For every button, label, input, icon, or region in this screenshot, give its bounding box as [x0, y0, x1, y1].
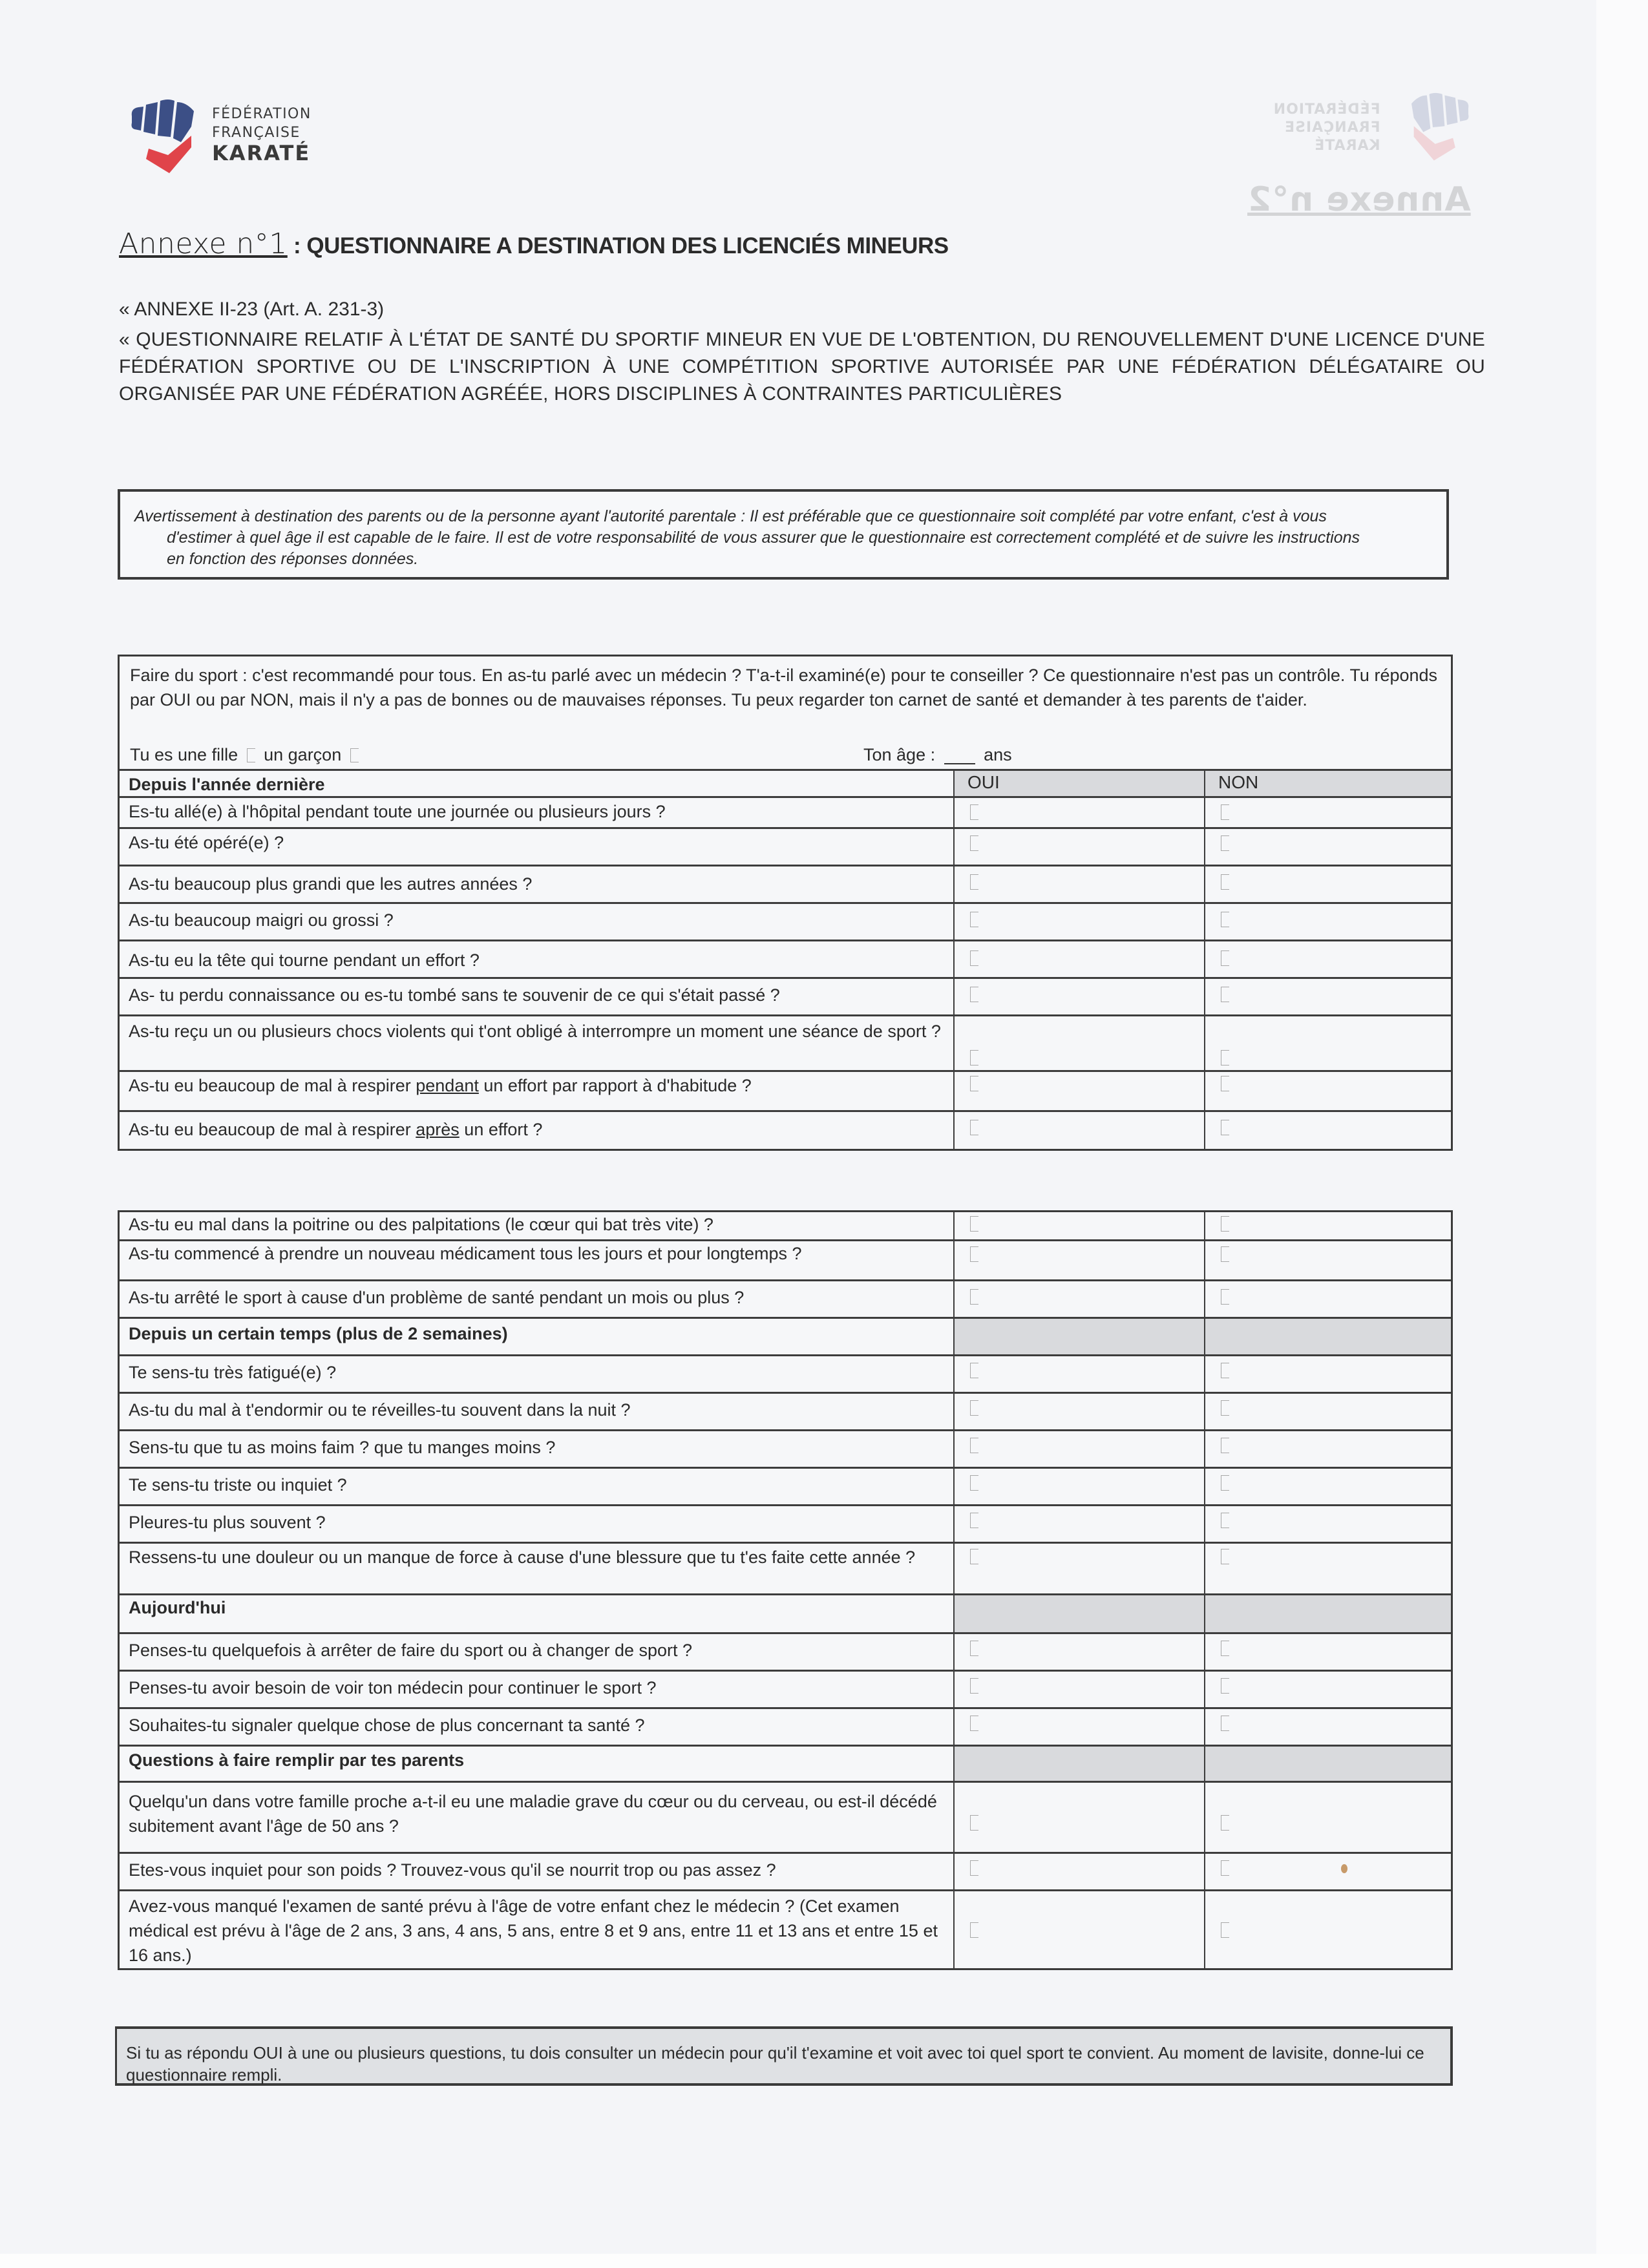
non-checkbox[interactable] [1221, 1246, 1229, 1262]
ghost-line-2: FRANÇAISE [1284, 119, 1380, 136]
section-header-row [120, 1593, 1451, 1632]
question-row [120, 1354, 1451, 1392]
warning-line-3: en fonction des réponses données. [167, 550, 419, 568]
oui-checkbox[interactable] [970, 804, 978, 820]
question-text: As-tu reçu un ou plusieurs chocs violents qui t'ont obligé à interrompre un moment une séance de sport ? [129, 1022, 941, 1041]
question-text: As-tu eu mal dans la poitrine ou des palpitations (le cœur qui bat très vite) ? [129, 1215, 713, 1234]
question-text: Es-tu allé(e) à l'hôpital pendant toute une journée ou plusieurs jours ? [129, 802, 666, 821]
question-row [120, 1632, 1451, 1670]
question-row [120, 1279, 1451, 1317]
title-separator: : [287, 233, 307, 258]
oui-checkbox[interactable] [970, 1289, 978, 1305]
question-text: As-tu eu beaucoup de mal à respirer après un effort ? [129, 1120, 543, 1139]
bleed-through-watermark [1247, 90, 1471, 219]
section-header: Depuis un certain temps (plus de 2 semaines) [129, 1324, 508, 1343]
logo-line-2: FRANÇAISE [212, 125, 301, 141]
oui-checkbox[interactable] [970, 1513, 978, 1528]
non-checkbox[interactable] [1221, 1120, 1229, 1135]
question-text: Te sens-tu très fatigué(e) ? [129, 1363, 337, 1382]
oui-checkbox[interactable] [970, 1216, 978, 1232]
question-row [120, 1781, 1451, 1852]
question-row [120, 1070, 1451, 1110]
question-text: Quelqu'un dans votre famille proche a-t-il eu une maladie grave du cœur ou du cerveau, ou est-il décédé subitement avant l'âge de 50 ans ? [129, 1792, 937, 1836]
non-checkbox[interactable] [1221, 1860, 1229, 1876]
question-text: Penses-tu quelquefois à arrêter de faire du sport ou à changer de sport ? [129, 1641, 693, 1660]
oui-checkbox[interactable] [970, 874, 978, 890]
ink-smudge [1341, 1864, 1347, 1873]
question-row [120, 940, 1451, 977]
question-text: Avez-vous manqué l'examen de santé prévu à l'âge de votre enfant chez le médecin ? (Cet examen médical est prévu à l'âge de 2 ans, 3 ans, 4 ans, 5 ans, entre 8 et 9 ans, entre 11 et 13 ans et entre 15 et 16 ans.) [129, 1896, 938, 1965]
question-text: As-tu eu beaucoup de mal à respirer pendant un effort par rapport à d'habitude ? [129, 1076, 752, 1095]
question-row [120, 1707, 1451, 1745]
section-header-row [120, 1317, 1451, 1354]
question-text: Etes-vous inquiet pour son poids ? Trouvez-vous qu'il se nourrit trop ou pas assez ? [129, 1860, 776, 1880]
question-row [120, 1467, 1451, 1504]
ghost-line-3: KARATÉ [1314, 137, 1380, 154]
question-text: Ressens-tu une douleur ou un manque de force à cause d'une blessure que tu t'es faite cette année ? [129, 1548, 916, 1567]
question-text: Pleures-tu plus souvent ? [129, 1513, 326, 1532]
question-row [120, 1889, 1451, 1968]
oui-checkbox[interactable] [970, 1475, 978, 1491]
question-row [120, 865, 1451, 902]
oui-checkbox[interactable] [970, 835, 978, 851]
oui-checkbox[interactable] [970, 1050, 978, 1066]
annex-reference: « ANNEXE II-23 (Art. A. 231-3) [119, 299, 385, 320]
question-text: Te sens-tu triste ou inquiet ? [129, 1475, 347, 1495]
logo-line-3: KARATÉ [212, 141, 311, 165]
logo-wordmark [212, 105, 312, 164]
non-checkbox[interactable] [1221, 1216, 1229, 1232]
non-checkbox[interactable] [1221, 912, 1229, 927]
question-row [120, 902, 1451, 940]
warning-line-1: Avertissement à destination des parents ou de la personne ayant l'autorité parentale : Il est préférable que ce questionnaire soit complété par votre enfant, c'est à vous [134, 507, 1327, 525]
question-text: As-tu commencé à prendre un nouveau médicament tous les jours et pour longtemps ? [129, 1244, 802, 1263]
non-checkbox[interactable] [1221, 1922, 1229, 1938]
non-checkbox[interactable] [1221, 1549, 1229, 1564]
question-row [120, 1239, 1451, 1279]
oui-checkbox[interactable] [970, 1922, 978, 1938]
question-row [120, 827, 1451, 865]
oui-checkbox[interactable] [970, 1860, 978, 1876]
boy-checkbox[interactable] [350, 748, 359, 762]
section-header-row [120, 1745, 1451, 1781]
oui-checkbox[interactable] [970, 912, 978, 927]
oui-checkbox[interactable] [970, 1400, 978, 1416]
question-row [120, 796, 1451, 827]
question-text: As-tu été opéré(e) ? [129, 833, 284, 852]
question-text: As-tu arrêté le sport à cause d'un problème de santé pendant un mois ou plus ? [129, 1288, 745, 1307]
intro-text: Faire du sport : c'est recommandé pour tous. En as-tu parlé avec un médecin ? T'a-t-il examiné(e) pour te conseiller ? Ce questionnaire n'est pas un contrôle. Tu réponds par OUI ou par NON, mais il n'y a pas de bonnes ou de mauvaises réponses. Tu peux regarder ton carnet de santé et demander à tes parents de t'aider. [130, 666, 1438, 709]
oui-checkbox[interactable] [970, 1438, 978, 1453]
emphasis-pendant: pendant [416, 1076, 479, 1095]
question-text: As-tu eu la tête qui tourne pendant un effort ? [129, 950, 480, 970]
girl-checkbox[interactable] [247, 748, 255, 762]
section-header-row [120, 769, 1451, 796]
question-row [120, 1670, 1451, 1707]
ffk-logo [129, 97, 349, 181]
question-row [120, 977, 1451, 1014]
oui-checkbox[interactable] [970, 1549, 978, 1564]
question-text: Sens-tu que tu as moins faim ? que tu manges moins ? [129, 1438, 556, 1457]
emphasis-apres: après [416, 1120, 460, 1139]
page-edge [1596, 0, 1648, 2268]
age-unit: ans [984, 745, 1012, 764]
questionnaire-table-2 [118, 1210, 1453, 1970]
oui-column-header: OUI [953, 771, 1204, 796]
non-checkbox[interactable] [1221, 874, 1229, 890]
non-checkbox[interactable] [1221, 987, 1229, 1002]
questionnaire-table-1 [118, 655, 1453, 1151]
boy-label: un garçon [264, 745, 342, 764]
age-label: Ton âge : [863, 745, 936, 764]
non-checkbox[interactable] [1221, 1641, 1229, 1656]
warning-line-2: d'estimer à quel âge il est capable de le faire. Il est de votre responsabilité de vous assurer que le questionnaire est correctement complété et de suivre les instructions [167, 529, 1360, 547]
ghost-line-1: FÉDÉRATION [1273, 101, 1380, 118]
oui-checkbox[interactable] [970, 1815, 978, 1831]
age-field[interactable] [944, 745, 975, 764]
consult-doctor-note [115, 2026, 1453, 2086]
question-text: As-tu beaucoup plus grandi que les autres années ? [129, 874, 533, 894]
annex-description: « QUESTIONNAIRE RELATIF À L'ÉTAT DE SANTÉ DU SPORTIF MINEUR EN VUE DE L'OBTENTION, DU RENOUVELLEMENT D'UNE LICENCE D'UNE FÉDÉRATION SPORTIVE OU DE L'INSCRIPTION À UNE COMPÉTITION SPORTIVE AUTORISÉE PAR UNE FÉDÉRATION DÉLÉGATAIRE OU ORGANISÉE PAR UNE FÉDÉRATION AGRÉÉE, HORS DISCIPLINES À CONTRAINTES PARTICULIÈRES [119, 329, 1485, 404]
question-text: As-tu beaucoup maigri ou grossi ? [129, 910, 394, 930]
ghost-title: Annexe n°2 [1247, 180, 1471, 219]
section-header: Questions à faire remplir par tes parents [129, 1750, 465, 1770]
karate-fist-icon [129, 97, 207, 178]
non-checkbox[interactable] [1221, 1475, 1229, 1491]
footer-note-text: Si tu as répondu OUI à une ou plusieurs questions, tu dois consulter un médecin pour qu'il t'examine et voit avec toi quel sport te convient. Au moment de lavisite, donne-lui ce questionnaire rempli. [126, 2043, 1424, 2084]
page-bottom-edge [0, 2254, 1648, 2268]
logo-line-1: FÉDÉRATION [212, 106, 312, 122]
question-row [120, 1392, 1451, 1429]
question-text: As-tu du mal à t'endormir ou te réveilles-tu souvent dans la nuit ? [129, 1400, 631, 1420]
section-header: Aujourd'hui [129, 1598, 226, 1617]
non-checkbox[interactable] [1221, 835, 1229, 851]
annex-number: Annexe n°1 [119, 227, 288, 260]
question-row [120, 1014, 1451, 1070]
question-row [120, 1504, 1451, 1542]
non-checkbox[interactable] [1221, 1438, 1229, 1453]
oui-checkbox[interactable] [970, 987, 978, 1002]
question-row [120, 1429, 1451, 1467]
non-checkbox[interactable] [1221, 804, 1229, 820]
non-checkbox[interactable] [1221, 1400, 1229, 1416]
question-text: Penses-tu avoir besoin de voir ton médecin pour continuer le sport ? [129, 1678, 657, 1697]
question-row [120, 1110, 1451, 1149]
sex-label: Tu es une fille [130, 745, 238, 764]
question-row [120, 1542, 1451, 1593]
title-main: QUESTIONNAIRE A DESTINATION DES LICENCIÉS MINEURS [306, 233, 949, 258]
question-text: As- tu perdu connaissance ou es-tu tombé sans te souvenir de ce qui s'était passé ? [129, 985, 780, 1005]
question-text: Souhaites-tu signaler quelque chose de plus concernant ta santé ? [129, 1716, 645, 1735]
oui-checkbox[interactable] [970, 1076, 978, 1091]
section-header: Depuis l'année dernière [129, 775, 325, 794]
identity-row [120, 743, 1451, 769]
oui-checkbox[interactable] [970, 1120, 978, 1135]
page-title [119, 227, 949, 260]
non-checkbox[interactable] [1221, 1363, 1229, 1378]
oui-checkbox[interactable] [970, 1678, 978, 1694]
question-row [120, 1212, 1451, 1239]
non-checkbox[interactable] [1221, 1716, 1229, 1731]
oui-checkbox[interactable] [970, 1363, 978, 1378]
non-checkbox[interactable] [1221, 1815, 1229, 1831]
non-checkbox[interactable] [1221, 1289, 1229, 1305]
ghost-logo-icon [1400, 90, 1471, 165]
oui-checkbox[interactable] [970, 1716, 978, 1731]
non-checkbox[interactable] [1221, 950, 1229, 966]
non-checkbox[interactable] [1221, 1678, 1229, 1694]
oui-checkbox[interactable] [970, 1246, 978, 1262]
non-checkbox[interactable] [1221, 1076, 1229, 1091]
oui-checkbox[interactable] [970, 1641, 978, 1656]
non-column-header: NON [1204, 771, 1451, 796]
non-checkbox[interactable] [1221, 1513, 1229, 1528]
oui-checkbox[interactable] [970, 950, 978, 966]
parent-warning-box [118, 489, 1449, 580]
non-checkbox[interactable] [1221, 1050, 1229, 1066]
question-row [120, 1852, 1451, 1889]
